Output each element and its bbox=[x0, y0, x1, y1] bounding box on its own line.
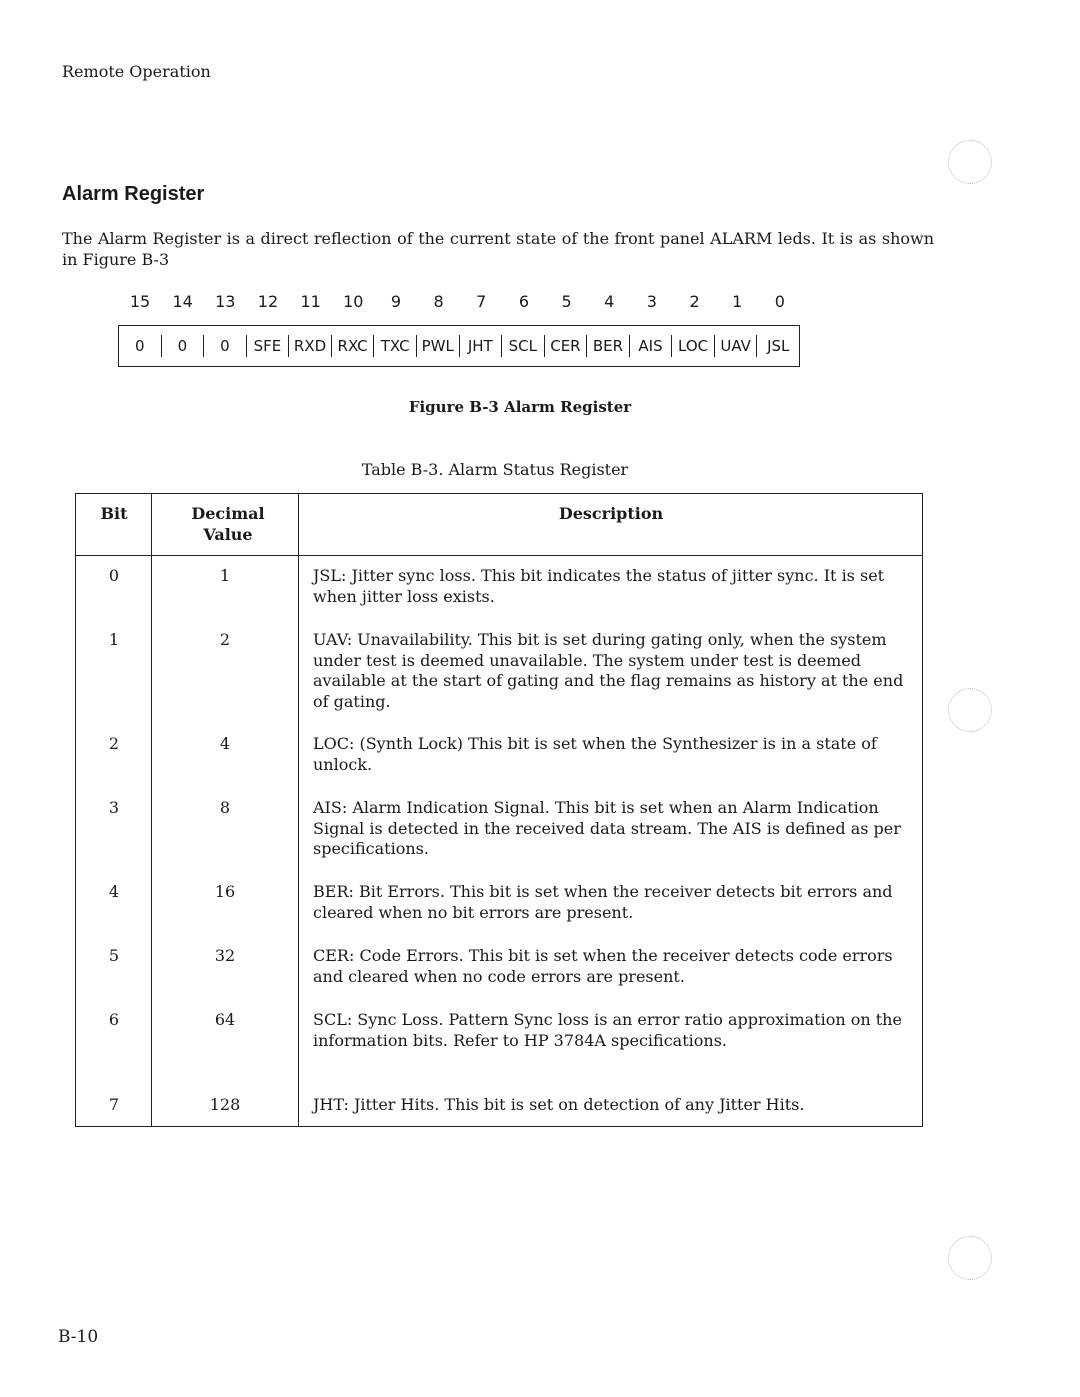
register-cell: RXC bbox=[331, 335, 374, 357]
bit-number: 0 bbox=[774, 292, 785, 311]
register-cell: TXC bbox=[373, 335, 416, 357]
header-description: Description bbox=[558, 504, 664, 523]
bit-number: 13 bbox=[215, 292, 236, 311]
cell-decimal: 8 bbox=[219, 798, 231, 817]
cell-bit: 5 bbox=[108, 946, 120, 965]
alarm-status-table bbox=[75, 493, 923, 1127]
bit-number: 10 bbox=[343, 292, 364, 311]
register-cell: SFE bbox=[246, 335, 289, 357]
bit-number: 5 bbox=[561, 292, 572, 311]
bit-number: 1 bbox=[732, 292, 743, 311]
register-cell: BER bbox=[586, 335, 629, 357]
cell-bit: 1 bbox=[108, 630, 120, 649]
binder-hole-mark bbox=[948, 1236, 992, 1280]
cell-description: JSL: Jitter sync loss. This bit indicates the status of jitter sync. It is set when jitter loss exists. bbox=[313, 566, 885, 606]
binder-hole-mark bbox=[948, 688, 992, 732]
cell-decimal: 128 bbox=[209, 1095, 241, 1114]
section-title: Alarm Register bbox=[62, 183, 205, 205]
cell-decimal: 4 bbox=[219, 734, 231, 753]
register-cell: JHT bbox=[459, 335, 502, 357]
bit-number: 3 bbox=[646, 292, 657, 311]
figure-caption: Figure B-3 Alarm Register bbox=[408, 398, 632, 416]
register-cell: JSL bbox=[756, 335, 799, 357]
register-cell: CER bbox=[544, 335, 587, 357]
register-cell: SCL bbox=[501, 335, 544, 357]
cell-bit: 3 bbox=[108, 798, 120, 817]
column-divider bbox=[298, 494, 299, 1126]
binder-hole-mark bbox=[948, 140, 992, 184]
bit-number: 12 bbox=[257, 292, 279, 311]
cell-description: LOC: (Synth Lock) This bit is set when the Synthesizer is in a state of unlock. bbox=[313, 734, 877, 774]
table-caption: Table B-3. Alarm Status Register bbox=[361, 460, 629, 479]
cell-decimal: 16 bbox=[214, 882, 236, 901]
cell-decimal: 1 bbox=[219, 566, 231, 585]
cell-description: JHT: Jitter Hits. This bit is set on detection of any Jitter Hits. bbox=[313, 1095, 805, 1114]
cell-decimal: 2 bbox=[219, 630, 231, 649]
bit-number: 4 bbox=[604, 292, 615, 311]
cell-bit: 0 bbox=[108, 566, 120, 585]
cell-bit: 7 bbox=[108, 1095, 120, 1114]
bit-number: 6 bbox=[518, 292, 529, 311]
cell-description: CER: Code Errors. This bit is set when the receiver detects code errors and cleared when no code errors are present. bbox=[313, 946, 893, 986]
bit-number: 14 bbox=[172, 292, 193, 311]
cell-description: UAV: Unavailability. This bit is set during gating only, when the system under test is deemed unavailable. The system under test is deemed available at the start of gating and the flag remains as history at the end of gating. bbox=[313, 630, 904, 711]
cell-description: BER: Bit Errors. This bit is set when the receiver detects bit errors and cleared when no bit errors are present. bbox=[313, 882, 893, 922]
register-cell: PWL bbox=[416, 335, 459, 357]
bit-number: 7 bbox=[476, 292, 487, 311]
bit-number: 11 bbox=[300, 292, 321, 311]
register-cell: 0 bbox=[135, 337, 145, 355]
register-cell: AIS bbox=[629, 335, 672, 357]
cell-bit: 2 bbox=[108, 734, 120, 753]
alarm-register-diagram bbox=[118, 325, 800, 367]
register-cell: UAV bbox=[714, 335, 757, 357]
register-cell: 0 bbox=[161, 335, 204, 357]
bit-number: 2 bbox=[689, 292, 700, 311]
register-cell: 0 bbox=[203, 335, 246, 357]
bit-number: 8 bbox=[433, 292, 444, 311]
cell-decimal: 64 bbox=[214, 1010, 236, 1029]
cell-bit: 6 bbox=[108, 1010, 120, 1029]
bit-number: 15 bbox=[129, 292, 151, 311]
cell-description: AIS: Alarm Indication Signal. This bit is set when an Alarm Indication Signal is detected in the received data stream. The AIS is defined as per specifications. bbox=[313, 798, 901, 858]
header-bit: Bit bbox=[100, 504, 128, 523]
bit-number: 9 bbox=[390, 292, 402, 311]
intro-paragraph: The Alarm Register is a direct reflection of the current state of the front panel ALARM leds. It is as shown in Figure B-3 bbox=[62, 229, 934, 269]
cell-decimal: 32 bbox=[214, 946, 236, 965]
header-decimal-value: Decimal Value bbox=[191, 504, 265, 544]
running-head: Remote Operation bbox=[62, 62, 211, 81]
bit-number-row bbox=[120, 292, 800, 314]
page-number: B-10 bbox=[58, 1327, 99, 1347]
cell-bit: 4 bbox=[108, 882, 120, 901]
cell-description: SCL: Sync Loss. Pattern Sync loss is an error ratio approximation on the information bits. Refer to HP 3784A specifications. bbox=[313, 1010, 902, 1050]
register-cell: RXD bbox=[288, 335, 331, 357]
header-divider bbox=[76, 555, 922, 556]
register-cell: LOC bbox=[671, 335, 714, 357]
